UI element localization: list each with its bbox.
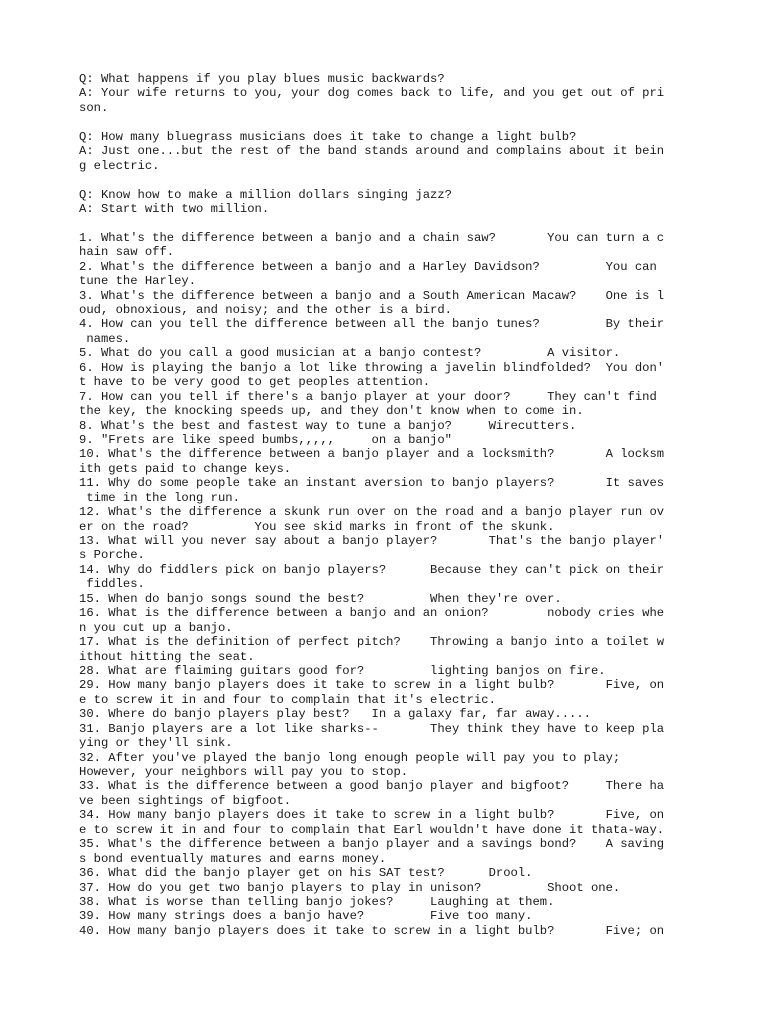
text-line: 17. What is the definition of perfect pitch? Throwing a banjo into a toilet w bbox=[79, 635, 665, 650]
text-line: 37. How do you get two banjo players to play in unison? Shoot one. bbox=[79, 880, 621, 895]
text-line: ith gets paid to change keys. bbox=[79, 461, 292, 476]
text-line: 6. How is playing the banjo a lot like throwing a javelin blindfolded? You don' bbox=[79, 360, 665, 375]
text-line: 14. Why do fiddlers pick on banjo players? Because they can't pick on their bbox=[79, 562, 665, 577]
text-line: ve been sightings of bigfoot. bbox=[79, 793, 292, 808]
text-line: hain saw off. bbox=[79, 245, 175, 260]
text-line: e to screw it in and four to complain that it's electric. bbox=[79, 692, 496, 707]
text-line: t have to be very good to get peoples attention. bbox=[79, 375, 431, 390]
text-line: 36. What did the banjo player get on his SAT test? Drool. bbox=[79, 866, 533, 881]
text-line: the key, the knocking speeds up, and they don't know when to come in. bbox=[79, 404, 584, 419]
text-line: However, your neighbors will pay you to stop. bbox=[79, 765, 409, 779]
text-line: 31. Banjo players are a lot like sharks-- They think they have to keep pla bbox=[79, 721, 665, 736]
text-line: 9. "Frets are like speed bumbs,,,,, on a banjo" bbox=[79, 432, 452, 447]
text-line: 11. Why do some people take an instant aversion to banjo players? It saves bbox=[79, 476, 665, 491]
text-line: 34. How many banjo players does it take to screw in a light bulb? Five, on bbox=[79, 808, 665, 823]
text-line: Q: Know how to make a million dollars singing jazz? bbox=[79, 187, 452, 202]
text-line: 33. What is the difference between a good banjo player and bigfoot? There ha bbox=[79, 779, 665, 794]
text-line: 15. When do banjo songs sound the best? When they're over. bbox=[79, 591, 562, 606]
text-line: tune the Harley. bbox=[79, 274, 197, 289]
text-line: g electric. bbox=[79, 158, 160, 173]
text-line: 29. How many banjo players does it take to screw in a light bulb? Five, on bbox=[79, 678, 665, 693]
text-line: Q: What happens if you play blues music backwards? bbox=[79, 72, 445, 86]
text-line: oud, obnoxious, and noisy; and the other is a bird. bbox=[79, 303, 452, 317]
text-line: son. bbox=[79, 100, 109, 115]
text-line: A: Just one...but the rest of the band stands around and complains about it bein bbox=[79, 144, 665, 159]
text-line: 30. Where do banjo players play best? In a galaxy far, far away..... bbox=[79, 707, 591, 722]
text-line: Q: How many bluegrass musicians does it take to change a light bulb? bbox=[79, 129, 577, 144]
text-line: 1. What's the difference between a banjo and a chain saw? You can turn a c bbox=[79, 230, 665, 245]
text-line: 16. What is the difference between a banjo and an onion? nobody cries whe bbox=[79, 606, 665, 621]
text-line: 10. What's the difference between a banjo player and a locksmith? A locksm bbox=[79, 447, 665, 462]
text-line: 3. What's the difference between a banjo and a South American Macaw? One is l bbox=[79, 288, 665, 303]
text-line: fiddles. bbox=[79, 577, 145, 592]
text-line: 40. How many banjo players does it take to screw in a light bulb? Five; on bbox=[79, 923, 665, 938]
text-line: 28. What are flaiming guitars good for? lighting banjos on fire. bbox=[79, 663, 606, 678]
text-line: A: Your wife returns to you, your dog comes back to life, and you get out of pri bbox=[79, 86, 665, 101]
blank-line bbox=[79, 216, 699, 230]
text-line: er on the road? You see skid marks in front of the skunk. bbox=[79, 519, 555, 534]
blank-line bbox=[79, 115, 699, 129]
text-line: 8. What's the best and fastest way to tune a banjo? Wirecutters. bbox=[79, 418, 577, 433]
document-page bbox=[79, 72, 699, 938]
text-line: 12. What's the difference a skunk run over on the road and a banjo player run ov bbox=[79, 505, 665, 520]
text-line: names. bbox=[79, 331, 131, 346]
text-line: n you cut up a banjo. bbox=[79, 620, 233, 635]
text-line: time in the long run. bbox=[79, 490, 240, 505]
text-line: ying or they'll sink. bbox=[79, 736, 233, 751]
text-line: 39. How many strings does a banjo have? Five too many. bbox=[79, 909, 533, 924]
text-line: 38. What is worse than telling banjo jokes? Laughing at them. bbox=[79, 894, 555, 909]
text-line: 7. How can you tell if there's a banjo player at your door? They can't find bbox=[79, 389, 657, 404]
text-line: 32. After you've played the banjo long enough people will pay you to play; bbox=[79, 750, 621, 765]
text-line: 35. What's the difference between a banjo player and a savings bond? A saving bbox=[79, 837, 665, 852]
text-line: 4. How can you tell the difference between all the banjo tunes? By their bbox=[79, 317, 665, 332]
text-line: ithout hitting the seat. bbox=[79, 649, 255, 664]
text-line: A: Start with two million. bbox=[79, 201, 270, 216]
text-line: e to screw it in and four to complain that Earl wouldn't have done it thata-way. bbox=[79, 822, 665, 837]
text-line: 13. What will you never say about a banjo player? That's the banjo player' bbox=[79, 534, 665, 548]
text-line: s bond eventually matures and earns money. bbox=[79, 851, 387, 866]
text-line: s Porche. bbox=[79, 548, 145, 563]
blank-line bbox=[79, 173, 699, 187]
text-line: 2. What's the difference between a banjo and a Harley Davidson? You can bbox=[79, 259, 657, 274]
text-line: 5. What do you call a good musician at a banjo contest? A visitor. bbox=[79, 346, 621, 361]
